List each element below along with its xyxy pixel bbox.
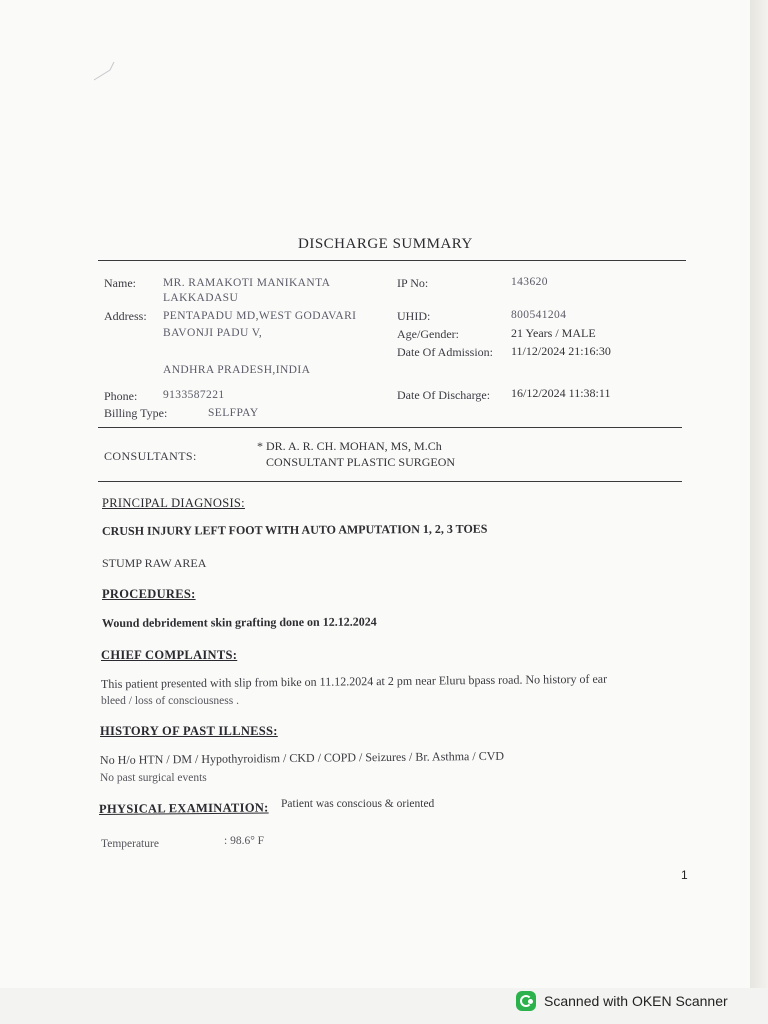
physical-exam-text: Patient was conscious & oriented: [281, 798, 435, 810]
document-title: DISCHARGE SUMMARY: [298, 236, 473, 252]
consultant-title: CONSULTANT PLASTIC SURGEON: [266, 455, 456, 469]
chief-complaints-heading: CHIEF COMPLAINTS:: [101, 648, 238, 662]
address-label: Address:: [104, 309, 147, 323]
discharge-date-label: Date Of Discharge:: [397, 388, 491, 402]
address-value-line3: ANDHRA PRADESH,INDIA: [163, 364, 311, 376]
oken-scanner-logo-icon: [516, 991, 536, 1011]
past-illness-line-2: No past surgical events: [100, 772, 207, 784]
billing-type-value: SELFPAY: [208, 407, 259, 419]
age-gender-label: Age/Gender:: [397, 327, 459, 341]
diagnosis-line-1: CRUSH INJURY LEFT FOOT WITH AUTO AMPUTATION 1, 2, 3 TOES: [101, 521, 488, 538]
temperature-label: Temperature: [101, 838, 159, 850]
ip-no-label: IP No:: [397, 276, 429, 290]
chief-complaint-line-1: This patient presented with slip from bike on 11.12.2024 at 2 pm near Eluru bpass road. No history of ear: [100, 671, 608, 691]
paper-edge-shadow: [750, 0, 768, 1024]
discharge-date-value: 16/12/2024 11:38:11: [511, 386, 611, 400]
phone-label: Phone:: [104, 389, 138, 403]
consultants-label: CONSULTANTS:: [104, 449, 197, 463]
title-rule: [98, 260, 686, 261]
past-illness-line-1: No H/o HTN / DM / Hypothyroidism / CKD / COPD / Seizures / Br. Asthma / CVD: [99, 748, 505, 767]
physical-exam-heading: PHYSICAL EXAMINATION:: [98, 800, 269, 816]
age-gender-value: 21 Years / MALE: [511, 326, 596, 340]
address-value-line2: BAVONJI PADU V,: [163, 327, 263, 339]
page-number: 1: [681, 868, 688, 882]
ip-no-value: 143620: [511, 276, 548, 288]
name-value-line2: LAKKADASU: [163, 292, 239, 304]
scanner-watermark: [516, 990, 728, 1012]
diagnosis-line-2: STUMP RAW AREA: [102, 556, 207, 570]
name-value-line1: MR. RAMAKOTI MANIKANTA: [163, 277, 331, 289]
scanner-watermark-text: Scanned with OKEN Scanner: [544, 993, 728, 1009]
pen-scratch-mark: [92, 60, 122, 82]
admission-date-value: 11/12/2024 21:16:30: [511, 344, 611, 358]
uhid-value: 800541204: [511, 309, 567, 321]
consultants-rule: [98, 481, 682, 482]
past-illness-heading: HISTORY OF PAST ILLNESS:: [100, 724, 278, 738]
patient-info-rule: [98, 427, 682, 428]
billing-type-label: Billing Type:: [104, 406, 168, 420]
consultant-name: * DR. A. R. CH. MOHAN, MS, M.Ch: [257, 439, 442, 453]
name-label: Name:: [104, 276, 136, 290]
procedures-heading: PROCEDURES:: [102, 587, 196, 601]
temperature-value: : 98.6° F: [224, 835, 265, 847]
procedure-line-1: Wound debridement skin grafting done on 12.12.2024: [101, 614, 377, 630]
admission-date-label: Date Of Admission:: [397, 345, 493, 359]
phone-value: 9133587221: [163, 389, 225, 401]
chief-complaint-line-2: bleed / loss of consciousness .: [101, 695, 239, 707]
principal-diagnosis-heading: PRINCIPAL DIAGNOSIS:: [102, 496, 245, 510]
address-value-line1: PENTAPADU MD,WEST GODAVARI: [163, 310, 357, 322]
uhid-label: UHID:: [397, 309, 431, 323]
